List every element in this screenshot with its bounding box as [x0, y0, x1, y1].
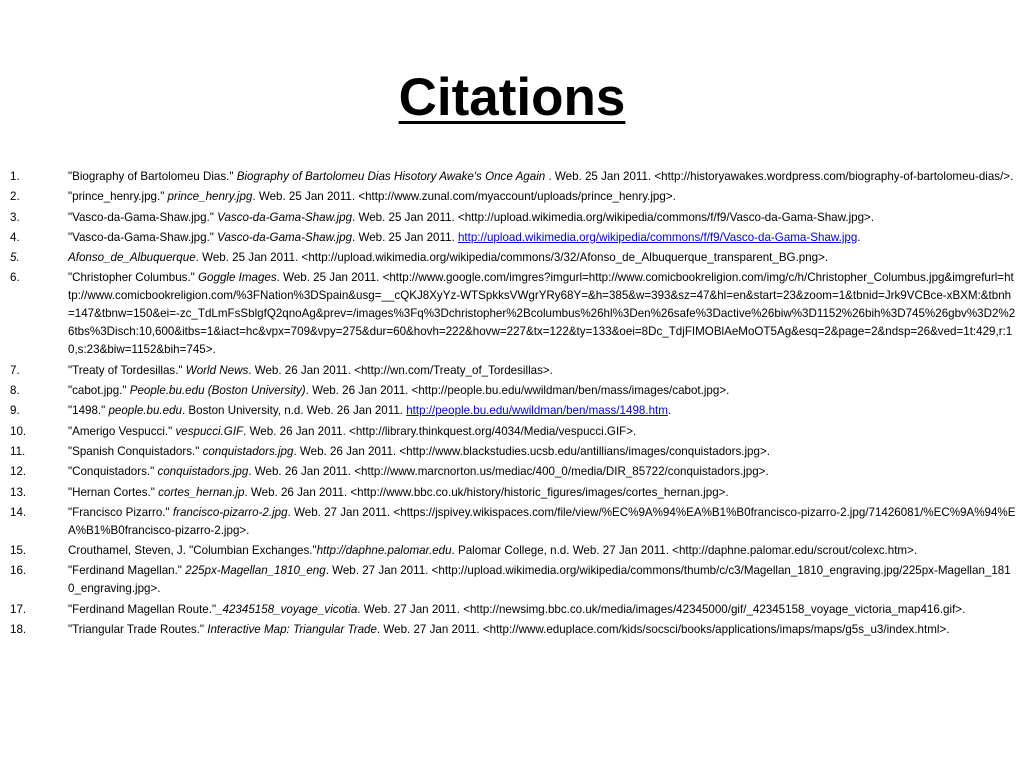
citation-text [68, 623, 949, 636]
citation-source: Vasco-da-Gama-Shaw.jpg [217, 210, 353, 224]
citation-author-title: "Biography of Bartolomeu Dias." [68, 170, 237, 183]
citation-details: . Boston University, n.d. Web. 26 Jan 2011. [181, 404, 407, 418]
citation-item [10, 209, 1016, 227]
citation-link[interactable]: http://upload.wikimedia.org/wikipedia/commons/f/f9/Vasco-da-Gama-Shaw.jpg [457, 230, 858, 244]
citation-text [68, 603, 965, 616]
citation-details: . Web. 27 Jan 2011. <http://upload.wikimedia.org/wikipedia/commons/thumb/c/c3/Magellan_1810_engraving.jpg/225px-Magellan_1810_engraving.jpg>. [68, 564, 1011, 596]
citation-number: 7. [10, 363, 20, 377]
citation-author-title: "Vasco-da-Gama-Shaw.jpg." [68, 230, 218, 244]
citation-item [10, 504, 1016, 540]
citation-author-title: "1498." [68, 404, 109, 418]
citation-text [68, 190, 676, 203]
citation-source: francisco-pizarro-2.jpg [172, 505, 288, 519]
citation-text [68, 211, 874, 224]
citation-source: prince_henry.jpg [167, 190, 253, 204]
citation-author-title: "Ferdinand Magellan Route." [68, 602, 217, 616]
citation-details: . Web. 26 Jan 2011. <http://www.bbc.co.uk/history/historic_figures/images/cortes_hernan.jpg>. [244, 485, 729, 499]
citation-number: 1. [10, 170, 20, 183]
citation-details: . Web. 26 Jan 2011. <http://people.bu.edu/wwildman/ben/mass/images/cabot.jpg>. [305, 384, 730, 398]
citation-text [68, 506, 1015, 537]
citation-source: Vasco-da-Gama-Shaw.jpg [217, 230, 353, 244]
citation-item [10, 484, 1016, 502]
citation-source: Afonso_de_Albuquerque [68, 251, 196, 265]
citation-end: . [667, 404, 672, 418]
citation-text [68, 445, 770, 458]
citation-item [10, 443, 1016, 461]
citation-link[interactable]: http://people.bu.edu/wwildman/ben/mass/1498.htm [406, 404, 668, 418]
citation-author-title: "Amerigo Vespucci." [68, 424, 176, 438]
page-title: Citations [398, 68, 626, 127]
citation-end: . [857, 230, 861, 244]
citation-number: 16. [10, 564, 27, 578]
citation-text [68, 384, 729, 397]
citation-source: cortes_hernan.jp [158, 485, 245, 499]
citation-item [10, 402, 1016, 420]
citation-author-title: "Conquistadors." [68, 465, 158, 479]
citation-author-title: "prince_henry.jpg." [68, 190, 168, 204]
citation-number: 2. [10, 190, 20, 204]
citation-item [10, 168, 1016, 186]
citation-number: 15. [10, 544, 27, 558]
citation-number: 8. [10, 384, 20, 398]
citation-source: World News [185, 363, 249, 377]
citation-item [10, 562, 1016, 598]
citation-text [68, 231, 861, 244]
citation-details: . Web. 26 Jan 2011. <http://wn.com/Treaty_of_Tordesillas>. [248, 363, 553, 377]
citation-item [10, 601, 1016, 619]
citation-item [10, 229, 1016, 247]
citation-text [68, 271, 1015, 356]
citation-author-title: "Hernan Cortes." [68, 485, 159, 499]
citation-details: . Web. 25 Jan 2011. [352, 230, 458, 244]
citation-author-title: "Treaty of Tordesillas." [68, 363, 186, 377]
citation-text [68, 544, 917, 557]
citation-details: . Web. 27 Jan 2011. <http://www.eduplace.com/kids/socsci/books/applications/imaps/maps/g5s_u3/index.html>. [376, 623, 950, 637]
citation-source: vespucci.GIF [175, 424, 244, 438]
citation-number: 9. [10, 404, 20, 418]
citation-item [10, 382, 1016, 400]
citation-number: 6. [10, 271, 20, 285]
citation-number: 14. [10, 505, 27, 519]
citation-details: . Web. 25 Jan 2011. <http://upload.wikimedia.org/wikipedia/commons/3/32/Afonso_de_Albuquerque_transparent_BG.png>. [195, 251, 829, 265]
citation-list [10, 168, 1016, 641]
citation-number: 10. [10, 424, 27, 438]
citation-text [68, 486, 729, 499]
citation-number: 3. [10, 210, 20, 224]
citation-author-title: "cabot.jpg." [68, 384, 130, 398]
citation-source: conquistadors.jpg [202, 444, 294, 458]
citation-number: 18. [10, 623, 27, 637]
citation-text [68, 404, 671, 417]
citation-author-title: "Ferdinand Magellan." [68, 564, 186, 578]
citation-details: . Web. 25 Jan 2011. <http://www.google.com/imgres?imgurl=http://www.comicbookreligion.com/img/c/h/Christopher_Columbus.jpg&imgrefurl=http://www.comicbookreligion.com/%3FNation%3DSpain&usg=__cQKJ8XyYz-WTSpkksVWgrYRy68Y=&h=385&w=393&sz=47&hl=en&start=23&zoom=1&tbnid=Jrk9VCBce-xBXM:&tbnh=147&tbnw=150&ei=-zc_TdLmFsSblgfQ2qnoAg&prev=/images%3Fq%3Dchristopher%2Bcolumbus%26hl%3Den%26safe%3Dactive%26biw%3D1152%26bih%3D745%26gbv%3D2%26tbs%3Disch:10,600&itbs=1&iact=hc&vpx=709&vpy=275&dur=60&hovh=222&hovw=227&tx=122&ty=133&oei=8Dc_TdjFIMOBlAeMoOT5Ag&esq=2&page=2&ndsp=26&ved=1t:429,r:10,s:23&biw=1152&bih=745>. [68, 271, 1016, 357]
citation-details: . Web. 26 Jan 2011. <http://www.blackstudies.ucsb.edu/antillians/images/conquistadors.jpg>. [293, 444, 770, 458]
citation-source: people.bu.edu [108, 404, 182, 418]
citation-source: Interactive Map: Triangular Trade [207, 623, 377, 637]
citation-source: Goggle Images [198, 271, 277, 285]
citation-item [10, 362, 1016, 380]
citation-details: . Web. 25 Jan 2011. <http://www.zunal.com/myaccount/uploads/prince_henry.jpg>. [252, 190, 676, 204]
citation-item [10, 269, 1016, 359]
citation-source: conquistadors.jpg [157, 465, 249, 479]
citation-details: . Web. 27 Jan 2011. <https://jspivey.wikispaces.com/file/view/%EC%9A%94%EA%B1%B0francisco-pizarro-2.jpg/71426081/%EC%9A%94%EA%B1%B0francisco-pizarro-2.jpg>. [68, 505, 1016, 537]
citation-source: _42345158_voyage_vicotia [216, 602, 358, 616]
citation-author-title: Crouthamel, Steven, J. "Columbian Exchanges." [68, 544, 317, 558]
citation-number: 13. [10, 485, 27, 499]
citation-text [68, 425, 636, 438]
citation-author-title: "Francisco Pizarro." [68, 505, 173, 519]
citation-number: 12. [10, 465, 27, 479]
citation-item [10, 423, 1016, 441]
citation-details: . Web. 25 Jan 2011. <http://historyawakes.wordpress.com/biography-of-bartolomeu-dias/>. [545, 170, 1014, 183]
citation-item [10, 542, 1016, 560]
citation-source: http://daphne.palomar.edu [316, 544, 452, 558]
citation-source: Biography of Bartolomeu Dias Hisotory Awake's Once Again [236, 170, 546, 183]
citation-text [68, 564, 1011, 595]
citation-author-title: "Vasco-da-Gama-Shaw.jpg." [68, 210, 218, 224]
citation-details: . Palomar College, n.d. Web. 27 Jan 2011. <http://daphne.palomar.edu/scrout/colexc.htm>. [451, 544, 918, 558]
citation-details: . Web. 25 Jan 2011. <http://upload.wikimedia.org/wikipedia/commons/f/f9/Vasco-da-Gama-Shaw.jpg>. [352, 210, 875, 224]
citation-item [10, 249, 1016, 267]
citation-details: . Web. 26 Jan 2011. <http://www.marcnorton.us/mediac/400_0/media/DIR_85722/conquistadors.jpg>. [248, 465, 769, 479]
citation-item [10, 621, 1016, 639]
citation-author-title: "Triangular Trade Routes." [68, 623, 208, 637]
citation-details: . Web. 27 Jan 2011. <http://newsimg.bbc.co.uk/media/images/42345000/gif/_42345158_voyage_victoria_map416.gif>. [357, 602, 966, 616]
citation-item [10, 463, 1016, 481]
citation-number: 5. [10, 251, 20, 265]
citation-source: People.bu.edu (Boston University) [129, 384, 306, 398]
citation-text [68, 465, 769, 478]
citation-source: 225px-Magellan_1810_eng [185, 564, 326, 578]
citation-author-title: "Christopher Columbus." [68, 271, 199, 285]
citation-number: 4. [10, 230, 20, 244]
citation-number: 17. [10, 602, 27, 616]
citation-details: . Web. 26 Jan 2011. <http://library.thinkquest.org/4034/Media/vespucci.GIF>. [243, 424, 637, 438]
citation-text [68, 170, 1013, 183]
citation-text [68, 364, 553, 377]
citation-item [10, 188, 1016, 206]
citation-number: 11. [10, 444, 26, 458]
citation-author-title: "Spanish Conquistadors." [68, 444, 203, 458]
citation-text [68, 251, 828, 264]
